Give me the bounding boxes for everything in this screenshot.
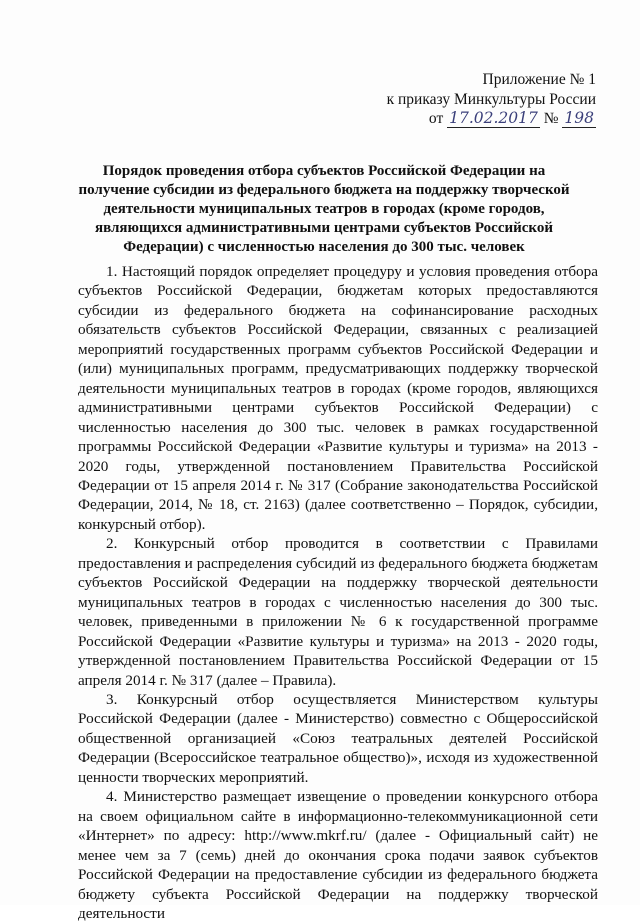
document-title: Порядок проведения отбора субъектов Российской Федерации на получение субсидии из федерального бюджета на поддержку творческой деятельности муниципальных театров в городах (кроме городов, являющихся административными центрами субъектов Российской Федерации) с численностью населения до 300 тыс. человек (78, 163, 570, 255)
paragraph-4: 4. Министерство размещает извещение о проведении конкурсного отбора на своем официальном сайте в информационно-телекоммуникационной сети «Интернет» по адресу: http://www.mkrf.ru/ (далее - Официальный сайт) не менее чем за 7 (семь) дней до окончания срока подачи заявок субъектов Российской Федерации на предоставление субсидии из федерального бюджета бюджету субъекта Российской Федерации на поддержку творческой деятельности (78, 788, 598, 922)
date-prefix: от (428, 110, 444, 127)
handwritten-date: 17.02.2017 (449, 109, 538, 127)
annex-header (336, 70, 596, 129)
number-prefix: № (543, 110, 559, 127)
annex-number: Приложение № 1 (482, 71, 596, 88)
annex-order-reference: к приказу Минкультуры России (386, 90, 596, 108)
paragraph-2: 2. Конкурсный отбор проводится в соответствии с Правилами предоставления и распределения субсидий из федерального бюджета бюджетам субъектов Российской Федерации на поддержку творческой деятельности муниципальных театров в городах с численностью населения до 300 тыс. человек, приведенными в приложении № 6 к государственной программе Российской Федерации «Развитие культуры и туризма» на 2013 - 2020 годы, утвержденной постановлением Правительства Российской Федерации от 15 апреля 2014 г. № 317 (далее – Правила). (78, 535, 598, 689)
handwritten-order-number: 198 (564, 109, 594, 127)
paragraph-3: 3. Конкурсный отбор осуществляется Министерством культуры Российской Федерации (далее - Министерство) совместно с Общероссийской общественной организацией «Союз театральных деятелей Российской Федерации (Всероссийское театральное общество)», исходя из художественной ценности творческих мероприятий. (78, 690, 598, 786)
document-body (78, 262, 598, 923)
paragraph-1: 1. Настоящий порядок определяет процедуру и условия проведения отбора субъектов Российской Федерации, бюджетам которых предоставляются субсидии из федерального бюджета на софинансирование расходных обязательств субъектов Российской Федерации, связанных с реализацией мероприятий государственных программ субъектов Российской Федерации и (или) муниципальных программ, предусматривающих поддержку творческой деятельности муниципальных театров в городах (кроме городов, являющихся административными центрами субъектов Российской Федерации) с численностью населения до 300 тыс. человек в рамках государственной программы Российской Федерации «Развитие культуры и туризма» на 2013 - 2020 годы, утвержденной постановлением Правительства Российской Федерации от 15 апреля 2014 г. № 317 (Собрание законодательства Российской Федерации, 2014, № 18, ст. 2163) (далее соответственно – Порядок, субсидии, конкурсный отбор). (78, 263, 598, 533)
annex-date-number-line (336, 109, 596, 129)
